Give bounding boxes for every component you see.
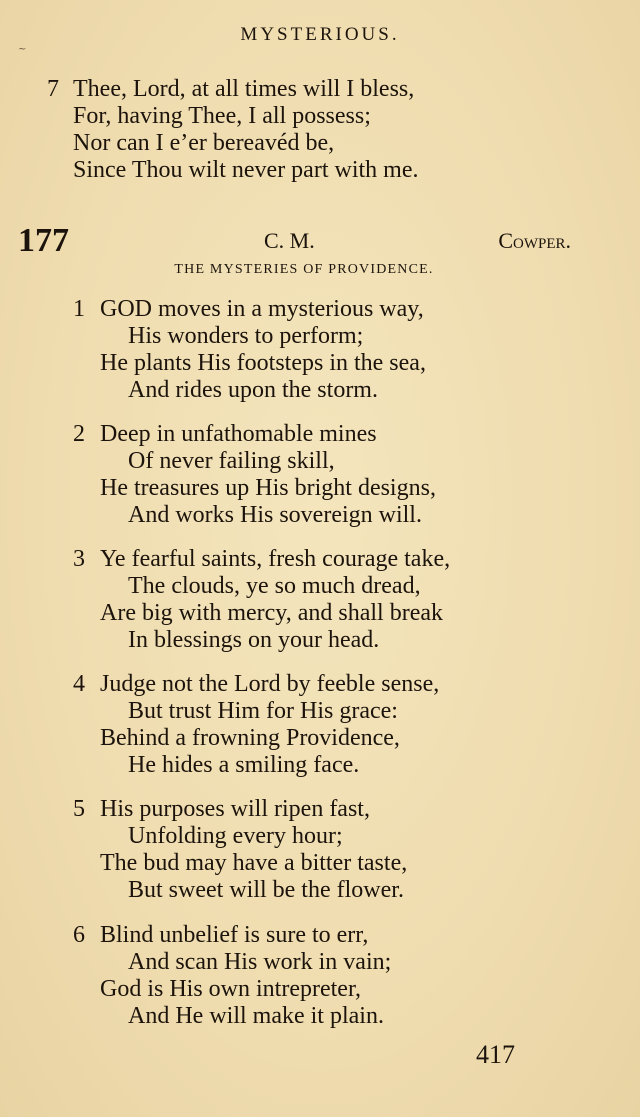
verse-number: 5 — [73, 796, 85, 822]
verse-line: The clouds, ye so much dread, — [128, 573, 421, 599]
verse-line: And works His sovereign will. — [128, 502, 422, 528]
verse-line: Of never failing skill, — [128, 448, 335, 474]
verse-line: His wonders to perform; — [128, 323, 364, 349]
verse-line: Behind a frowning Providence, — [100, 725, 400, 751]
hymn-meter: C. M. — [264, 228, 315, 253]
verse-line: But sweet will be the flower. — [128, 877, 404, 903]
verse-line: For, having Thee, I all possess; — [73, 103, 371, 129]
verse-line: Unfolding every hour; — [128, 823, 343, 849]
verse-line: Nor can I e’er bereavéd be, — [73, 130, 335, 156]
verse-line: He plants His footsteps in the sea, — [100, 350, 426, 376]
verse-line: Thee, Lord, at all times will I bless, — [73, 76, 415, 102]
verse-line: And rides upon the storm. — [128, 377, 378, 403]
hymn-number: 177 — [18, 222, 69, 259]
verse-line: He hides a smiling face. — [128, 752, 360, 778]
verse-line: Ye fearful saints, fresh courage take, — [100, 546, 451, 572]
verse-line: Blind unbelief is sure to err, — [100, 922, 369, 948]
running-head: MYSTERIOUS. — [240, 24, 400, 45]
verse-number: 2 — [73, 421, 85, 447]
verse-line: In blessings on your head. — [128, 627, 380, 653]
verse-line: His purposes will ripen fast, — [100, 796, 370, 822]
verse-line: The bud may have a bitter taste, — [100, 850, 408, 876]
page-number: 417 — [476, 1040, 515, 1069]
verse-line: Deep in unfathomable mines — [100, 421, 377, 447]
verse-line: GOD moves in a mysterious way, — [100, 296, 424, 322]
verse-number: 7 — [47, 76, 59, 102]
verse-line: But trust Him for His grace: — [128, 698, 398, 724]
verse-number: 1 — [73, 296, 85, 322]
verse-line: Since Thou wilt never part with me. — [73, 157, 419, 183]
verse-number: 4 — [73, 671, 85, 697]
verse-line: And He will make it plain. — [128, 1003, 384, 1029]
verse-line: And scan His work in vain; — [128, 949, 392, 975]
verse-line: Are big with mercy, and shall break — [100, 600, 443, 626]
hymn-title: THE MYSTERIES OF PROVIDENCE. — [174, 262, 434, 277]
verse-line: Judge not the Lord by feeble sense, — [100, 671, 440, 697]
verse-number: 6 — [73, 922, 85, 948]
hymn-author: Cowper. — [498, 228, 571, 253]
verse-line: He treasures up His bright designs, — [100, 475, 436, 501]
verse-line: God is His own intrepreter, — [100, 976, 361, 1002]
printer-mark: ~ — [18, 44, 27, 55]
verse-number: 3 — [73, 546, 85, 572]
